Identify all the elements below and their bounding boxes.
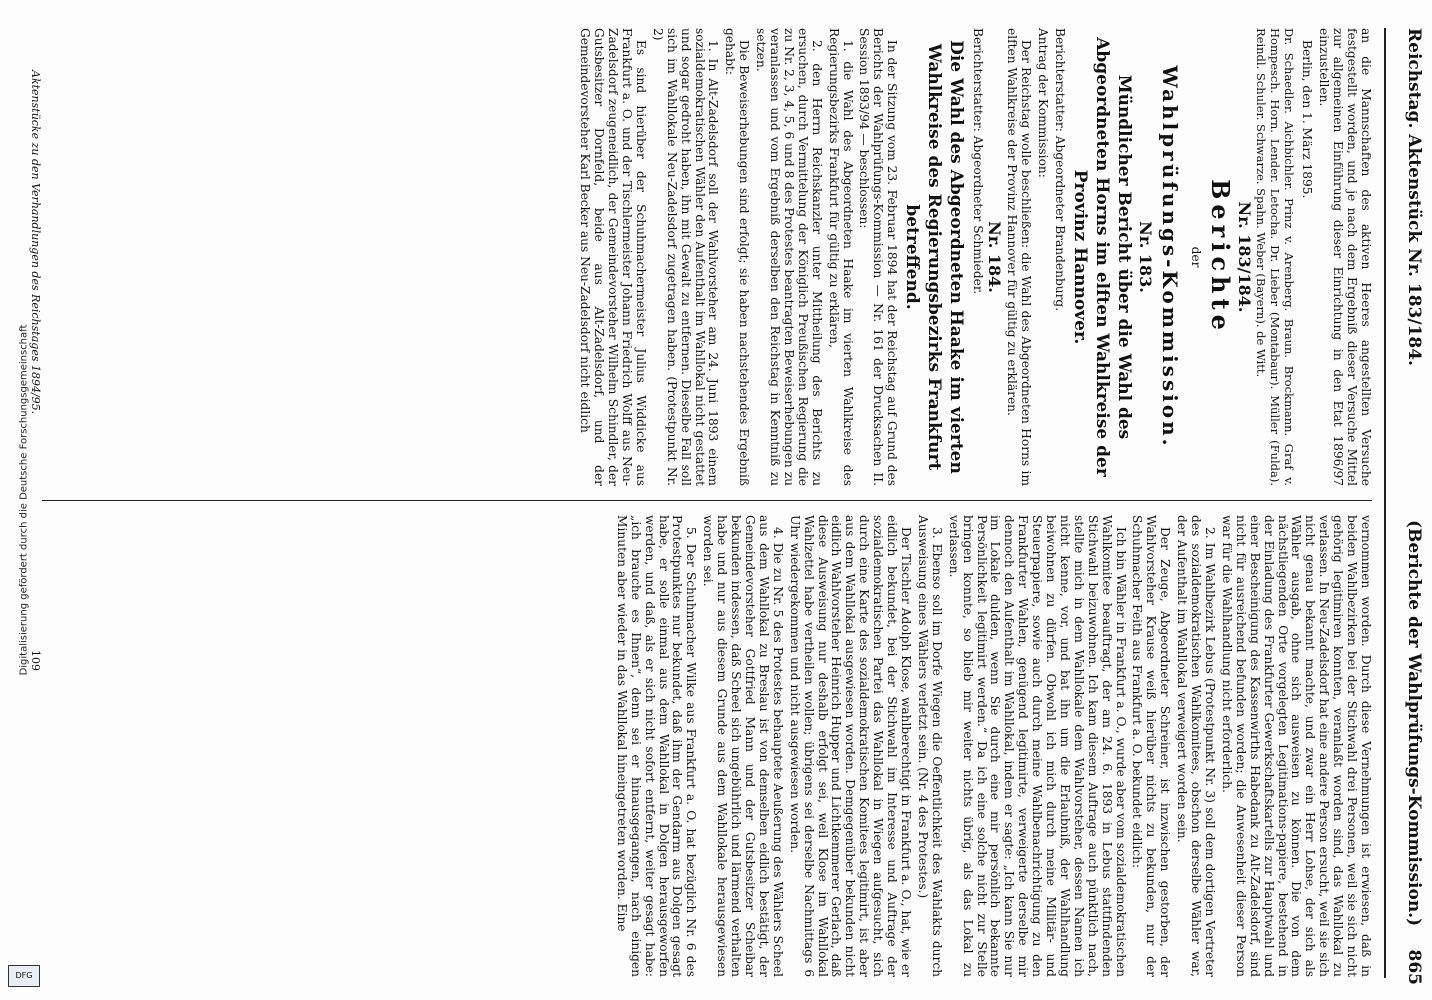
right-paragraph-5: 3. Ebenso soll im Dorfe Wiegen die Oeffentlichkeit des Wahlakts durch Ausweisung eines Wählers verletzt sein. (Nr. 4 des Protestes.) xyxy=(915,515,944,977)
right-column xyxy=(611,515,1372,977)
header-rule xyxy=(1384,28,1386,978)
nr184-paragraph-3: 1. In Alt-Zadelsdorf soll der Wahlvorsteher am 24. Juni 1893 einem sozialdemokratischen Wähler den Aufenthalt im Wahllokal nicht gestattet und sogar gedroht haben, ihn mit Gewalt zu entfernen. Dieselbe Fall soll sich im Wahllokale Neu-Zadelsdorf zugetragen haben. (Protestpunkt Nr. 2) xyxy=(650,28,721,486)
nr183-motion-intro: Antrag der Kommission: xyxy=(1035,28,1050,178)
right-paragraph-8: 5. Der Schuhmacher Wilke aus Frankfurt a. O. hat bezüglich Nr. 6 des Protestpunktes nur bekundet, daß ihm der Gendarm aus Dolgen gesagt habe, er solle einmal aus dem Wahllokal in Dolgen herausgeworfen werden, und daß, als er sich nicht sofort entfernt, weiter gesagt habe: „ich brauche es Ihnen“, denn sei er hinausgegangen, nach einigen Minuten aber wieder in das Wahllokal hineingetreten worden. Eine xyxy=(614,515,699,977)
signatories: Dr. Schaedler. Aichbichler. Prinz v. Arenberg. Braun. Brockmann. Graf v. Hompesch. Horn. Lender. Letocha. Dr. Lieber (Montabaur). Müller (Fulda). Reindl. Schuler. Schwarze. Spahn. Weber (Bayern). de Witt. xyxy=(1254,28,1297,486)
credit-text: Digitalisierung gefördert durch die Deutsche Forschungsgemeinschaft xyxy=(18,324,30,676)
right-paragraph-2: 2. Im Wahlbezirk Lebus (Protestpunkt Nr. 3) soll dem dortigen Vertreter des sozialdemokratischen Wahlkomitees, obschon derselbe Wähler war, der Aufenthalt im Wahllokal verweigert worden sein. xyxy=(1175,515,1218,977)
nr183-reporter: Berichterstatter: Abgeordneter Brandenburg. xyxy=(1052,28,1067,312)
right-paragraph-4: Ich bin Wähler in Frankfurt a. O., wurde aber vom sozialdemokratischen Wahlkomitee beauftragt, der am 24. 6. 1893 in Lebus stattfindenden Stichwahl beizuwohnen. Ich kam diesem Auftrage auch pünktlich nach, stellte mich in dem Wahllokale dem Wahlvorsteher, dessen Namen ich nicht kenne, vor, und bat ihn um die Erlaubniß, der Wahlhandlung beiwohnen zu dürfen. Obwohl ich mich durch meine Militär- und Steuerpapiere, sowie auch durch meine Wahlbenachrichtigung zu den Frankfurter Wahlen, genügend legitimirte, verweigerte derselbe mir dennoch den Aufenthalt im Wahllokal, indem er sagte: „Ich kann Sie nur im Lokale dulden, wenn Sie durch eine mir persönlich bekannte Persönlichkeit legitimirt werden.“ Da ich eine solche nicht zur Stelle bringen konnte, so blieb mir weiter nichts übrig, als das Lokal zu verlassen. xyxy=(946,515,1128,977)
right-paragraph-6: Der Tischler Adolph Klose, wahlberechtigt in Frankfurt a. O., hat, wie er eidlich bekundet, bei der Stichwahl im Interesse und Auftrage der sozialdemokratischen Partei das Wahllokal in Wiegen aufgesucht, sich durch eine Karte des sozialdemokratischen Komitees legitimirt, ist aber aus dem Wahllokal ausgewiesen worden. Demgegenüber bekunden nicht eidlich Wahlvorsteher Heinrich Hupper und Lichtkemmerer Gerlach, daß diese Ausweisung nur deshalb erfolgt sei, weil Klose im Wahllokal Wahlzettel habe vertheilen wollen; übrigens sei derselbe Nachmittags 6 Uhr wiedergekommen und nicht ausgewiesen worden. xyxy=(787,515,913,977)
page-footer: Aktenstücke zu den Verhandlungen des Reichstages 1894/95. xyxy=(29,70,42,415)
nr184-title: Die Wahl des Abgeordneten Haake im vierten Wahlkreise des Regierungsbezirks Frankfurt betreffend. xyxy=(902,40,967,474)
aktenstueck-number: Nr. 183/184. xyxy=(1235,201,1255,313)
nr183-title: Mündlicher Bericht über die Wahl des Abgeordneten Horns im elften Wahlkreise der Provinz Hannover. xyxy=(1069,37,1134,477)
nr184-paragraph-4: Es sind hierüber der Schuhmachermeister Julius Widdicke aus Frankfurt a. O. und der Tischlermeister Johann Friedrich Wolff aus Neu-Zadelsdorf zeugeneidlich, der Gemeindevorsteher Wilhelm Schindler, der Gutsbesitzer Dornfeld, beide aus Alt-Zadelsdorf, und der Gemeindevorsteher Karl Becker aus Neu-Zadelsdorf nicht eidlich xyxy=(578,28,648,486)
nr184-item-2: 2. den Herrn Reichskanzler unter Mittheilung des Berichts zu ersuchen, durch Vermittelung der Königlich Preußischen Regierung die zu Nr. 2, 3, 4, 5, 6 und 8 des Protestes beantragten Beweiserhebungen zu veranlassen und vom Ergebniß derselben den Reichstag in Kenntniß zu setzen. xyxy=(754,28,824,486)
nr183-heading: Nr. 183. xyxy=(1135,221,1155,293)
title-commission: Wahlprüfungs-Kommission. xyxy=(1157,65,1182,449)
right-paragraph-1: vernommen worden. Durch diese Vernehmungen ist erwiesen, daß in beiden Wahlbezirken bei der Stichwahl drei Personen, weil sie sich nicht gehörig legitimiren konnten, veranlaßt worden sind, das Wahllokal zu verlassen. In Neu-Zadelsdorf hat eine andere Person ersucht, weil sie sich nicht genau bekannt machte, und zwar ein Herr Lohse, der sich als Wähler ausgab, ohne sich ausweisen zu können. Die von dem nächstliegenden Orte vorgelegten Legitimations-papiere, bestehend in der Einladung des Frankfurter Gewerkschaftskartells zur Hauptwahl und einer Bescheinigung des Kassenwirths Habedank zu Alt-Zadelsdorf, sind nicht für ausreichend befunden worden; die Anwesenheit dieser Person war für die Wahlhandlung nicht erforderlich. xyxy=(1219,515,1373,977)
place-date: Berlin, den 1. März 1895. xyxy=(1300,40,1315,199)
nr184-paragraph-2: Die Beweiserhebungen sind erfolgt; sie haben nachstehendes Ergebniß gehabt: xyxy=(723,28,752,486)
right-paragraph-7: 4. Die zu Nr. 5 des Protestes behauptete Aeußerung des Wählers Scheel aus dem Wahllokal zu Breslau ist von demselben eidlich bestätigt, der Gemeindevorsteher Gottfried Mann und der Gutsbesitzer Scheibar bekunden indessen, daß Scheel sich ungebührlich und lärmend verhalten habe und nur aus diesem Grunde aus dem Wahllokale herausgewiesen worden sei. xyxy=(701,515,785,977)
page-number: 865 xyxy=(1404,949,1424,985)
left-column xyxy=(574,28,1372,486)
signature-mark: 109 xyxy=(29,650,42,671)
right-paragraph-3: Der Zeuge, Abgeordneter Schreiner, ist inzwischen gestorben, der Wahlvorsteher Krause weiß hierüber nichts zu bekunden, nur der Schuhmacher Feith aus Frankfurt a. O. bekundet eidlich: xyxy=(1130,515,1173,977)
nr184-paragraph-1: In der Sitzung vom 23. Februar 1894 hat der Reichstag auf Grund des Berichts der Wahlprüfungs-Kommission — Nr. 161 der Drucksachen II. Session 1893/94 — beschlossen: xyxy=(857,28,900,486)
intro-paragraph: an die Mannschaften des aktiven Heeres angestellten Versuche festgestellt worden, und je nach dem Ergebniß dieser Versuche Mittel zur allgemeinen Einführung dieser Einrichtung in den Etat 1896/97 einzustellen. xyxy=(1317,28,1373,486)
nr184-reporter: Berichterstatter: Abgeordneter Schmieder. xyxy=(971,28,986,295)
title-berichte: Berichte xyxy=(1205,179,1235,335)
dfg-logo: DFG xyxy=(8,965,40,987)
nr184-item-1: 1. die Wahl des Abgeordneten Haake im vierten Wahlkreise des Regierungsbezirks Frankfurt für gültig zu erklären, xyxy=(826,28,855,486)
running-header-left: Reichstag. Aktenstück Nr. 183/184. xyxy=(1404,28,1424,366)
running-header-right: (Berichte der Wahlprüfungs-Kommission.) xyxy=(1404,520,1424,927)
title-der: der xyxy=(1188,246,1203,268)
column-divider xyxy=(42,500,1372,501)
nr184-heading: Nr. 184. xyxy=(985,221,1005,293)
nr183-motion: Der Reichstag wolle beschließen: die Wahl des Abgeordneten Horns im elften Wahlkreise der Provinz Hannover für gültig zu erklären. xyxy=(1005,28,1033,486)
